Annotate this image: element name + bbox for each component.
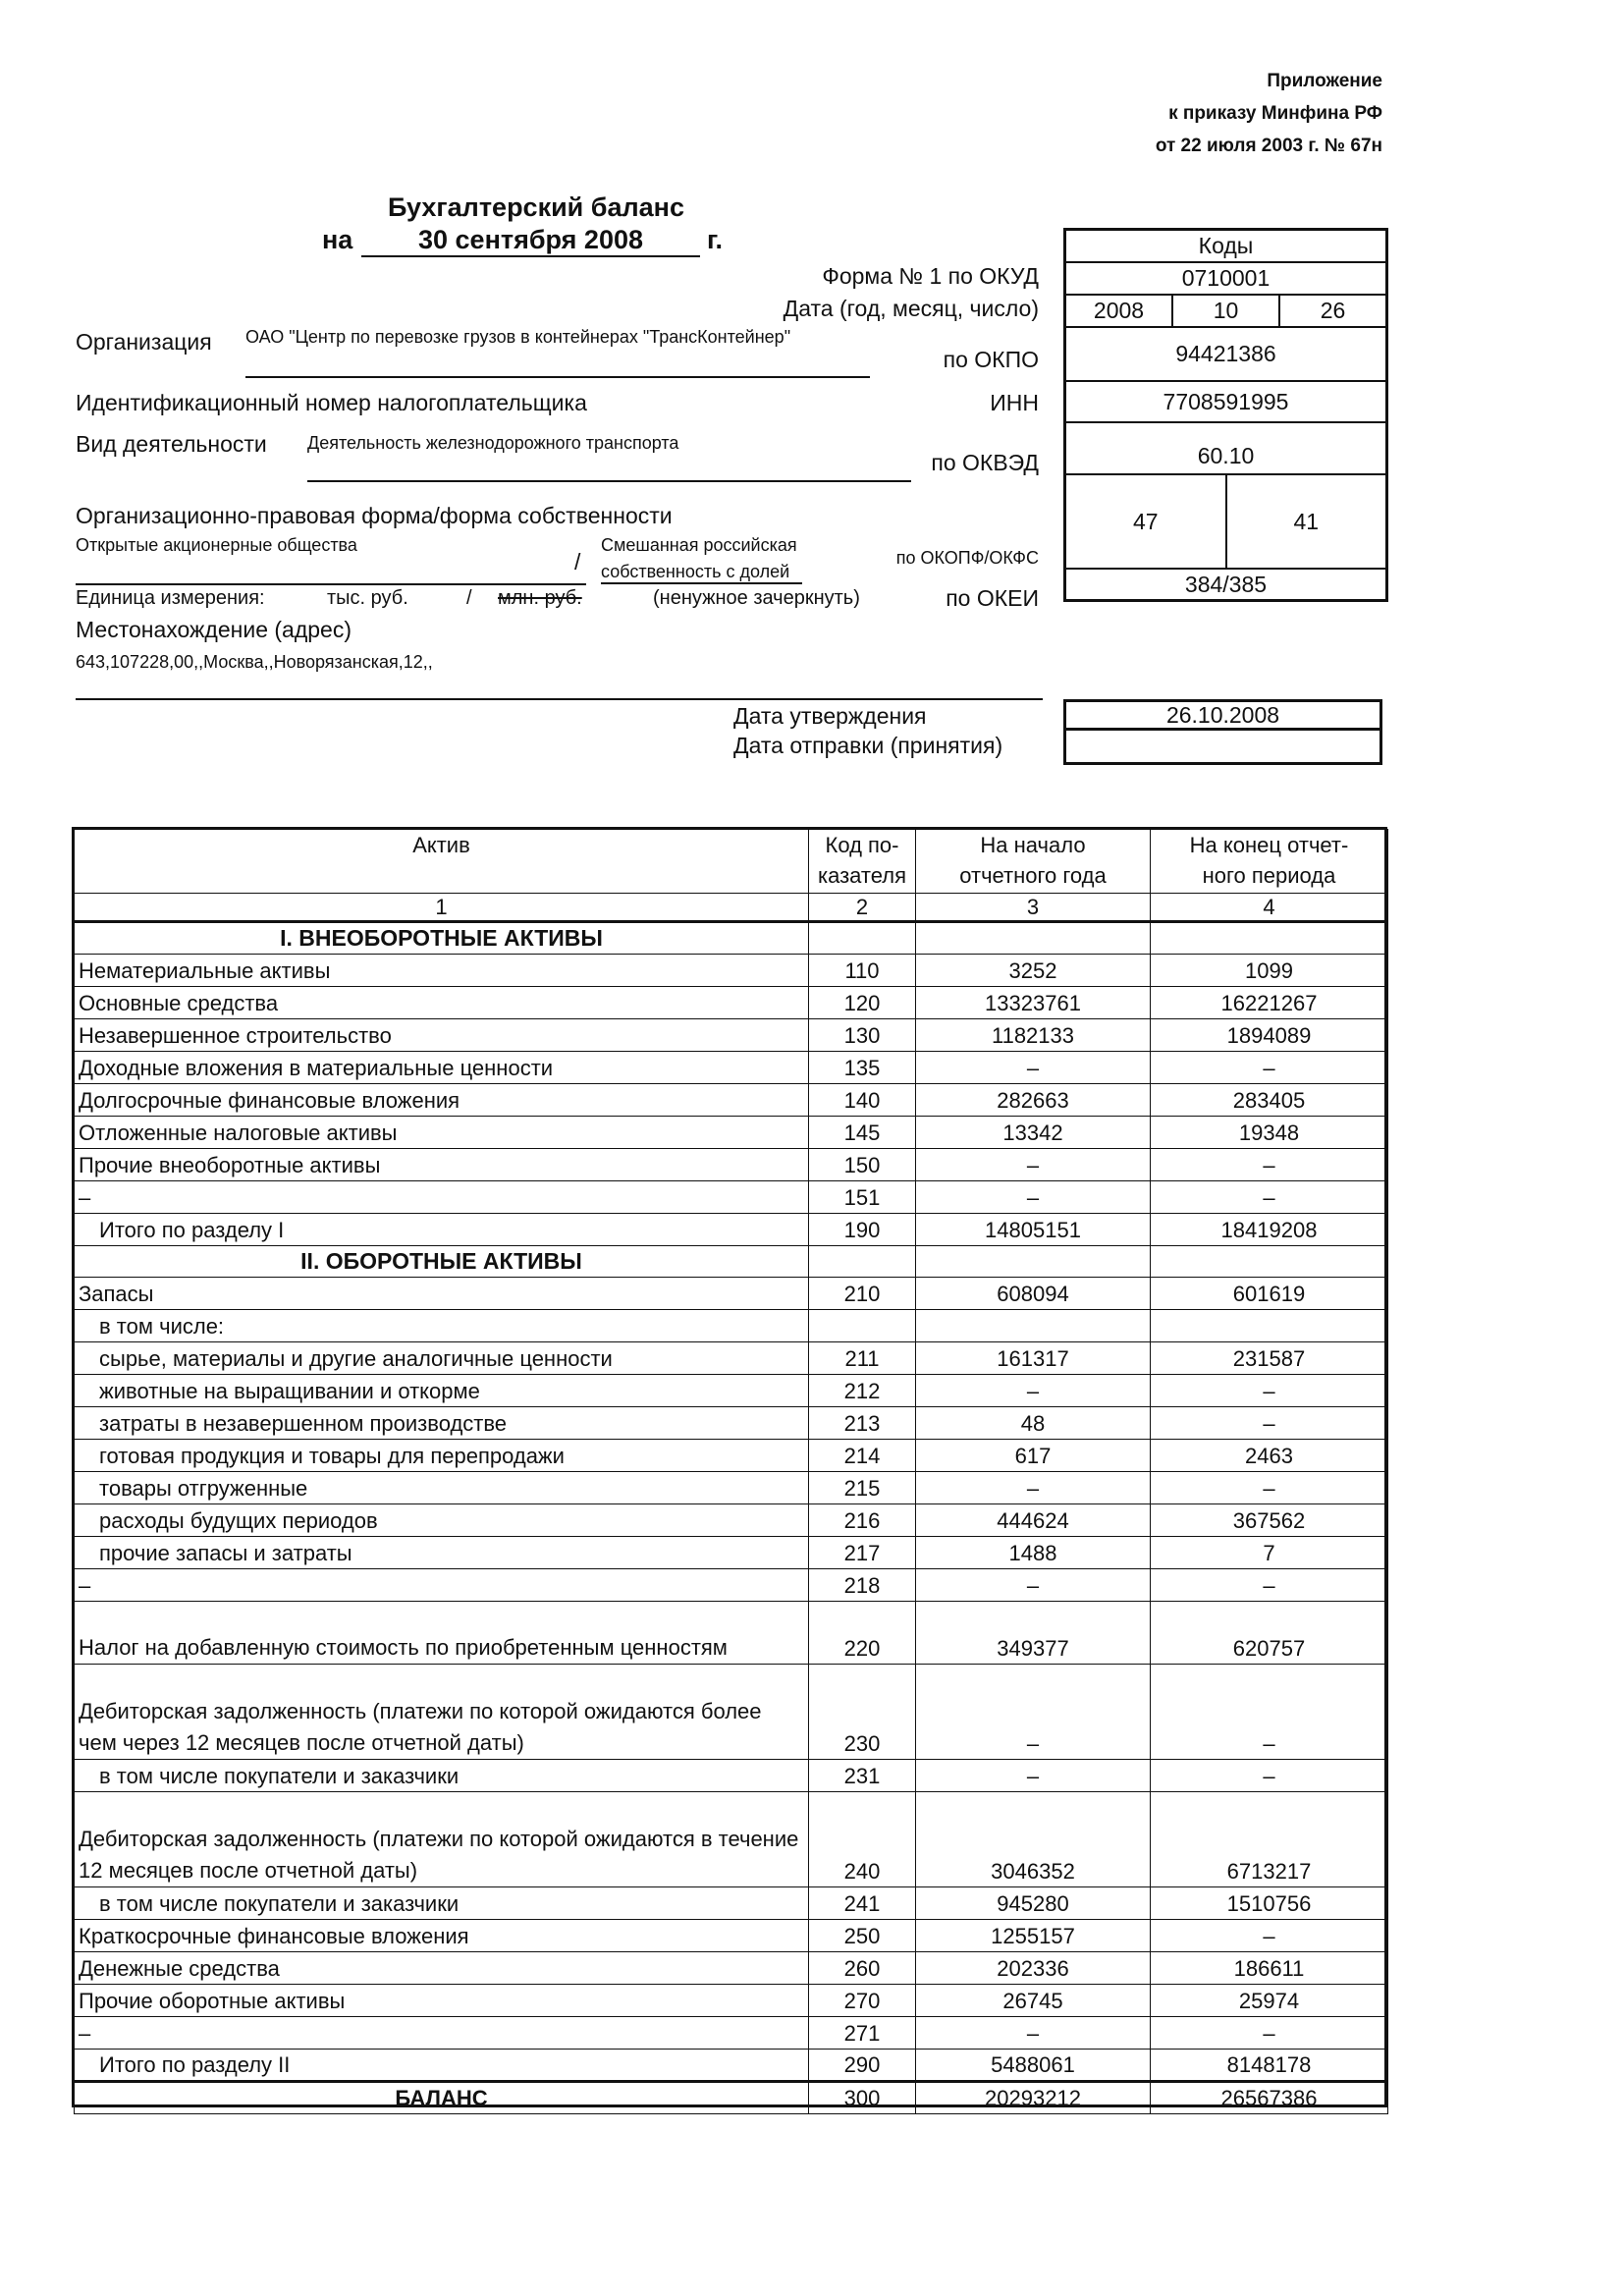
row-code: 150 [809,1149,916,1181]
row-code: 271 [809,2017,916,2050]
sent-label: Дата отправки (принятия) [733,733,1003,758]
table-row [75,1117,1388,1149]
units-label: Единица измерения: [76,587,265,609]
date-code [1066,296,1385,328]
row-name: сырье, материалы и другие аналогичные ценности [75,1342,809,1375]
row-start-value: 617 [916,1440,1151,1472]
row-code: 210 [809,1278,916,1310]
row-start-value: 26745 [916,1985,1151,2017]
inn-code: 7708591995 [1066,382,1385,423]
table-row [75,1181,1388,1214]
codes-title: Коды [1066,231,1385,263]
ownership-line-1: Смешанная российская [601,535,797,555]
table-row [75,1887,1388,1920]
form-label: Форма № 1 по ОКУД [822,263,1039,289]
row-name: Итого по разделу II [75,2050,809,2082]
row-name: готовая продукция и товары для перепродажи [75,1440,809,1472]
okpo-label: по ОКПО [943,347,1039,372]
row-name: II. ОБОРОТНЫЕ АКТИВЫ [75,1246,809,1278]
row-name: затраты в незавершенном производстве [75,1407,809,1440]
row-code: 214 [809,1440,916,1472]
row-code: 120 [809,987,916,1019]
date-label: Дата (год, месяц, число) [783,296,1039,321]
row-code: 270 [809,1985,916,2017]
row-code: 241 [809,1887,916,1920]
row-code: 290 [809,2050,916,2082]
row-name: Нематериальные активы [75,955,809,987]
row-end-value: 1510756 [1151,1887,1388,1920]
date-month: 10 [1171,296,1278,326]
table-row [75,1952,1388,1985]
row-end-value: 6713217 [1151,1792,1388,1887]
header-code: Код по- казателя [809,830,916,894]
row-code: 220 [809,1602,916,1665]
row-code: 212 [809,1375,916,1407]
sent-date [1063,728,1382,765]
table-row [75,1246,1388,1278]
row-start-value: – [916,1472,1151,1504]
row-end-value: – [1151,1665,1388,1760]
row-end-value: – [1151,1760,1388,1792]
table-row [75,1537,1388,1569]
row-name: Отложенные налоговые активы [75,1117,809,1149]
row-end-value: 231587 [1151,1342,1388,1375]
row-end-value: – [1151,2017,1388,2050]
row-name: Краткосрочные финансовые вложения [75,1920,809,1952]
row-start-value: 14805151 [916,1214,1151,1246]
row-name: Долгосрочные финансовые вложения [75,1084,809,1117]
row-end-value [1151,1310,1388,1342]
okopf-label: по ОКОПФ/ОКФС [895,548,1039,568]
table-number-row [75,894,1388,922]
row-end-value: – [1151,1149,1388,1181]
table-row [75,1407,1388,1440]
table-row [75,1504,1388,1537]
units-note: (ненужное зачеркнуть) [653,587,860,609]
legal-form-value: Открытые акционерные общества [76,535,357,555]
org-name: ОАО "Центр по перевозке грузов в контейнерах "ТрансКонтейнер" [245,327,870,378]
row-start-value: 945280 [916,1887,1151,1920]
okpo-code: 94421386 [1066,328,1385,382]
row-start-value: 444624 [916,1504,1151,1537]
org-label: Организация [76,329,212,355]
row-start-value: 13342 [916,1117,1151,1149]
units-value: тыс. руб. [327,587,408,609]
header-asset: Актив [75,830,809,894]
row-name: товары отгруженные [75,1472,809,1504]
row-start-value: – [916,1760,1151,1792]
row-start-value: – [916,1665,1151,1760]
table-row [75,1920,1388,1952]
row-name: прочие запасы и затраты [75,1537,809,1569]
row-name: Дебиторская задолженность (платежи по которой ожидаются в течение 12 месяцев после отчетной даты) [75,1792,809,1887]
row-end-value: 1894089 [1151,1019,1388,1052]
table-header-row [75,830,1388,894]
date-day: 26 [1278,296,1385,326]
row-name: – [75,1181,809,1214]
row-end-value: – [1151,1407,1388,1440]
row-start-value: 3252 [916,955,1151,987]
title-on: на [322,225,353,254]
row-code: 140 [809,1084,916,1117]
row-start-value: 1488 [916,1537,1151,1569]
row-name: Незавершенное строительство [75,1019,809,1052]
row-start-value: 3046352 [916,1792,1151,1887]
table-row [75,1375,1388,1407]
row-start-value: – [916,1181,1151,1214]
row-code [809,1310,916,1342]
row-name: Дебиторская задолженность (платежи по которой ожидаются более чем через 12 месяцев после отчетной даты) [75,1665,809,1760]
row-code: 216 [809,1504,916,1537]
row-end-value: 16221267 [1151,987,1388,1019]
row-code: 230 [809,1665,916,1760]
table-row [75,1084,1388,1117]
approved-date: 26.10.2008 [1063,699,1382,731]
okopf-value: 47 [1132,508,1159,534]
row-start-value: – [916,2017,1151,2050]
row-code: 250 [809,1920,916,1952]
row-code: 151 [809,1181,916,1214]
row-code [809,922,916,955]
row-code: 135 [809,1052,916,1084]
legal-form-underline [76,556,586,585]
okved-label: по ОКВЭД [931,450,1039,475]
appendix-line-2: к приказу Минфина РФ [1168,103,1382,124]
row-end-value: 367562 [1151,1504,1388,1537]
row-end-value: 8148178 [1151,2050,1388,2082]
appendix-line-3: от 22 июля 2003 г. № 67н [1155,136,1382,156]
row-code: 300 [809,2082,916,2114]
col-number-4: 4 [1151,894,1388,922]
page-title: Бухгалтерский баланс [388,192,684,222]
row-end-value: 25974 [1151,1985,1388,2017]
row-start-value [916,1310,1151,1342]
row-end-value: 26567386 [1151,2082,1388,2114]
row-code: 231 [809,1760,916,1792]
row-name: Денежные средства [75,1952,809,1985]
table-row [75,1342,1388,1375]
table-row [75,987,1388,1019]
col-number-1: 1 [75,894,809,922]
row-code: 218 [809,1569,916,1602]
balance-table [74,829,1388,2114]
table-row [75,955,1388,987]
activity-label: Вид деятельности [76,431,267,457]
table-row [75,1278,1388,1310]
table-row [75,2082,1388,2114]
row-name: расходы будущих периодов [75,1504,809,1537]
row-end-value: – [1151,1052,1388,1084]
date-year: 2008 [1093,298,1145,323]
row-code [809,1246,916,1278]
balance-rows [75,922,1388,2114]
row-end-value [1151,922,1388,955]
table-row [75,1310,1388,1342]
address-label: Местонахождение (адрес) [76,617,352,642]
taxpayer-label: Идентификационный номер налогоплательщика [76,390,587,415]
row-end-value: 1099 [1151,955,1388,987]
table-row [75,1760,1388,1792]
approval-separator [76,698,1043,700]
approved-label: Дата утверждения [733,703,927,729]
row-start-value: 13323761 [916,987,1151,1019]
okei-code: 384/385 [1184,571,1268,597]
table-row [75,1149,1388,1181]
activity-value: Деятельность железнодорожного транспорта [307,433,911,482]
row-end-value: 283405 [1151,1084,1388,1117]
row-end-value: 186611 [1151,1952,1388,1985]
row-start-value: – [916,1375,1151,1407]
row-end-value: 18419208 [1151,1214,1388,1246]
row-end-value: – [1151,1375,1388,1407]
table-row [75,2050,1388,2082]
address-value: 643,107228,00,,Москва,,Новорязанская,12,, [76,652,433,672]
row-end-value: – [1151,1920,1388,1952]
row-end-value: – [1151,1181,1388,1214]
units-slash: / [466,587,472,609]
okfs-value: 41 [1225,475,1386,568]
row-end-value: 7 [1151,1537,1388,1569]
row-code: 211 [809,1342,916,1375]
row-start-value: – [916,1569,1151,1602]
okved-code: 60.10 [1066,423,1385,475]
row-name: Налог на добавленную стоимость по приобретенным ценностям [75,1602,809,1665]
table-row [75,1792,1388,1887]
okei-label: по ОКЕИ [946,585,1039,611]
table-row [75,1052,1388,1084]
row-start-value: – [916,1052,1151,1084]
row-name: Запасы [75,1278,809,1310]
row-end-value: 620757 [1151,1602,1388,1665]
col-number-3: 3 [916,894,1151,922]
row-name: Доходные вложения в материальные ценности [75,1052,809,1084]
row-start-value: 282663 [916,1084,1151,1117]
row-name: в том числе покупатели и заказчики [75,1887,809,1920]
codes-box [1063,228,1388,602]
title-year-suffix: г. [707,225,724,254]
row-code: 213 [809,1407,916,1440]
row-start-value: 5488061 [916,2050,1151,2082]
table-row [75,1985,1388,2017]
row-name: – [75,2017,809,2050]
row-start-value: 48 [916,1407,1151,1440]
row-name: Основные средства [75,987,809,1019]
table-row [75,1472,1388,1504]
row-name: Итого по разделу I [75,1214,809,1246]
row-start-value: 608094 [916,1278,1151,1310]
table-row [75,1665,1388,1760]
row-start-value [916,1246,1151,1278]
header-start: На начало отчетного года [916,830,1151,894]
row-code: 190 [809,1214,916,1246]
row-start-value [916,922,1151,955]
appendix-line-1: Приложение [1267,71,1382,91]
okopf-code [1066,475,1385,570]
col-number-2: 2 [809,894,916,922]
form-code: 0710001 [1066,263,1385,296]
table-row [75,922,1388,955]
ownership-line-2: собственность с долей [601,562,802,584]
inn-label: ИНН [990,390,1039,415]
row-end-value: – [1151,1569,1388,1602]
row-name: Прочие внеоборотные активы [75,1149,809,1181]
table-row [75,1602,1388,1665]
table-row [75,1214,1388,1246]
row-start-value: 161317 [916,1342,1151,1375]
title-date: 30 сентября 2008 [361,225,700,257]
row-end-value [1151,1246,1388,1278]
header-end: На конец отчет- ного периода [1151,830,1388,894]
row-name: I. ВНЕОБОРОТНЫЕ АКТИВЫ [75,922,809,955]
row-end-value: – [1151,1472,1388,1504]
units-struck: млн. руб. [498,587,582,609]
row-end-value: 19348 [1151,1117,1388,1149]
row-start-value: – [916,1149,1151,1181]
row-end-value: 601619 [1151,1278,1388,1310]
row-start-value: 1255157 [916,1920,1151,1952]
row-code: 145 [809,1117,916,1149]
row-code: 110 [809,955,916,987]
row-name: – [75,1569,809,1602]
row-end-value: 2463 [1151,1440,1388,1472]
row-code: 215 [809,1472,916,1504]
row-code: 240 [809,1792,916,1887]
row-name: в том числе покупатели и заказчики [75,1760,809,1792]
table-row [75,2017,1388,2050]
row-name: БАЛАНС [75,2082,809,2114]
table-row [75,1019,1388,1052]
row-name: Прочие оборотные активы [75,1985,809,2017]
row-start-value: 1182133 [916,1019,1151,1052]
row-start-value: 202336 [916,1952,1151,1985]
table-row [75,1440,1388,1472]
row-code: 260 [809,1952,916,1985]
row-name: животные на выращивании и откорме [75,1375,809,1407]
row-code: 217 [809,1537,916,1569]
row-start-value: 20293212 [916,2082,1151,2114]
table-row [75,1569,1388,1602]
legal-form-slash: / [574,549,581,574]
legal-form-label: Организационно-правовая форма/форма собственности [76,503,673,528]
row-code: 130 [809,1019,916,1052]
row-name: в том числе: [75,1310,809,1342]
row-start-value: 349377 [916,1602,1151,1665]
